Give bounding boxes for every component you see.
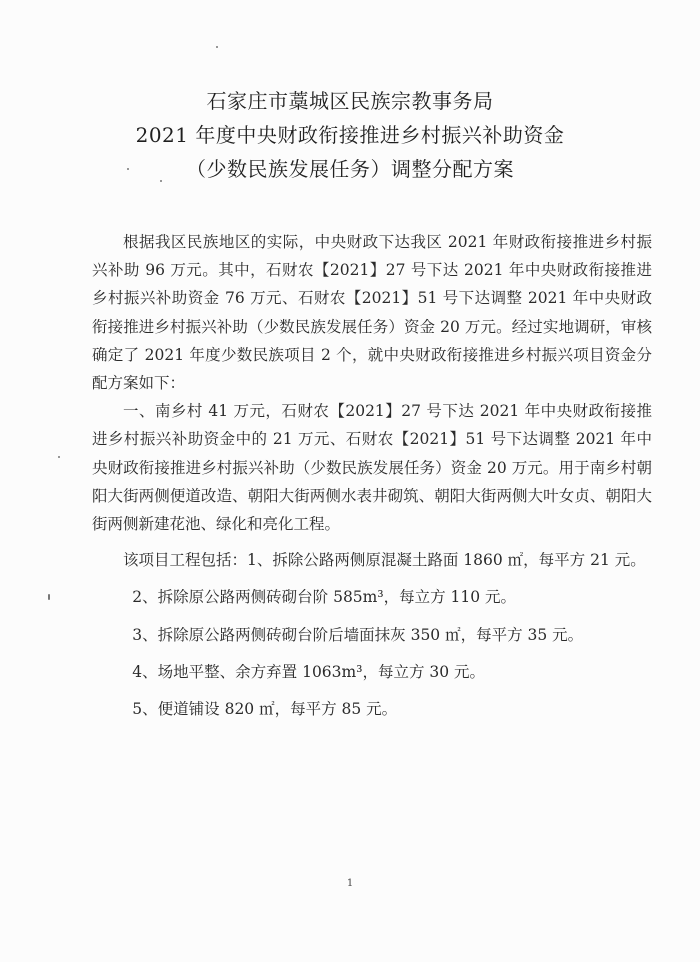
project-item-3: 3、拆除原公路两侧砖砌台阶后墙面抹灰 350 ㎡，每平方 35 元。	[132, 625, 584, 644]
project-item-4: 4、场地平整、余方弃置 1063m³，每立方 30 元。	[132, 662, 486, 681]
scan-speck	[58, 456, 60, 458]
project-item-5: 5、便道铺设 820 ㎡，每平方 85 元。	[132, 700, 398, 719]
paragraph-project-one: 一、南乡村 41 万元，石财农【2021】27 号下达 2021 年中央财政衔接推进乡村振兴补助资金中的 21 万元、石财农【2021】51 号下达调整 2021 年中央财政衔接推进乡村振兴补助（少数民族发展任务）资金 20 万元。用于南乡村朝阳大街两侧便道改造、朝阳大街两侧水表井砌筑、朝阳大街两侧大叶女贞、朝阳大街两侧新建花池、绿化和亮化工程。	[92, 402, 652, 534]
title-line-1: 石家庄市藁城区民族宗教事务局	[206, 89, 494, 113]
title-line-3: （少数民族发展任务）调整分配方案	[186, 157, 514, 181]
document-title	[0, 84, 700, 186]
document-body	[92, 228, 652, 723]
title-line-2: 2021 年度中央财政衔接推进乡村振兴补助资金	[135, 123, 565, 147]
project-item-2: 2、拆除原公路两侧砖砌台阶 585m³，每立方 110 元。	[132, 588, 517, 607]
paragraph-intro: 根据我区民族地区的实际，中央财政下达我区 2021 年财政衔接推进乡村振兴补助 96 万元。其中，石财农【2021】27 号下达 2021 年中央财政衔接推进乡村振兴补助资金 76 万元、石财农【2021】51 号下达调整 2021 年中央财政衔接推进乡村振兴补助（少数民族发展任务）资金 20 万元。经过实地调研，审核确定了 2021 年度少数民族项目 2 个，就中央财政衔接推进乡村振兴项目资金分配方案如下：	[92, 233, 652, 393]
scan-speck	[216, 46, 218, 48]
paragraph-project-items-intro: 该项目工程包括：1、拆除公路两侧原混凝土路面 1860 ㎡，每平方 21 元。	[123, 551, 646, 570]
page-number: 1	[346, 878, 354, 889]
scan-speck	[48, 594, 50, 600]
